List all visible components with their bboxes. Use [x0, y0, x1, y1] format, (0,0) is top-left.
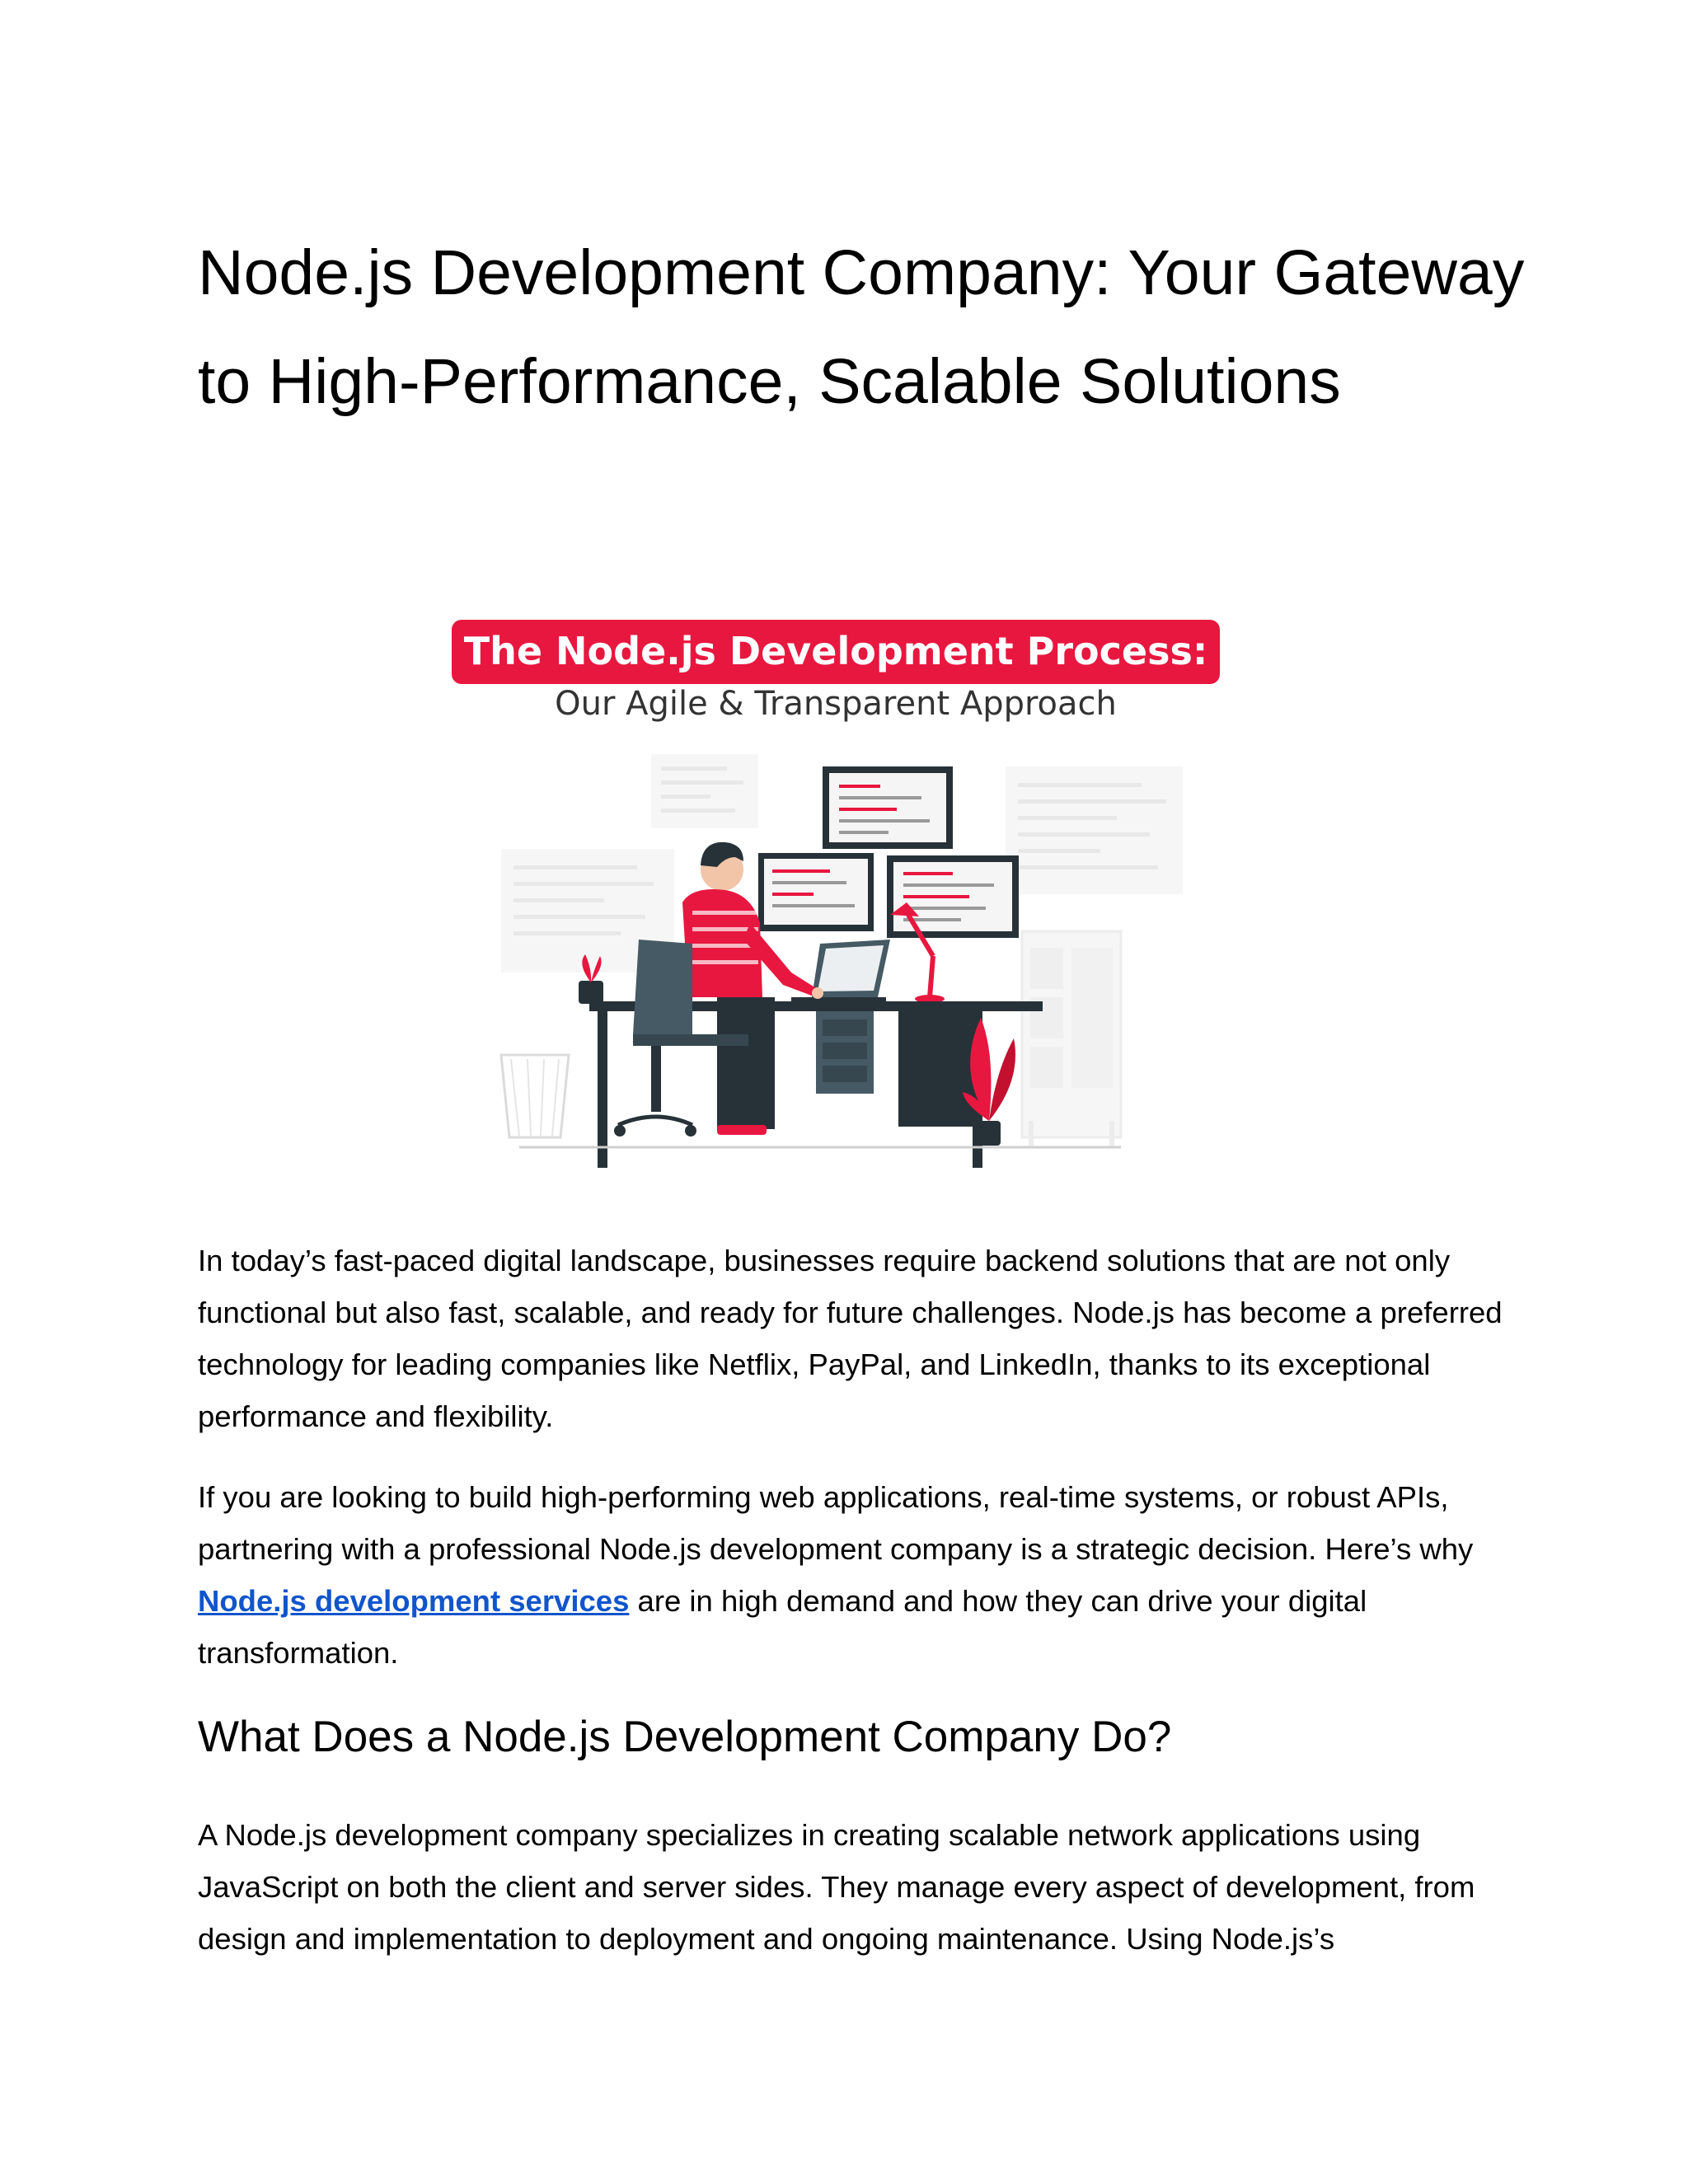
second-paragraph-text-after: are in high demand and how they can drive your digital transformation. — [198, 1584, 1367, 1670]
monitor-right — [887, 855, 1019, 938]
banner-subtitle: Our Agile & Transparent Approach — [555, 685, 1117, 723]
page-title: Node.js Development Company: Your Gateway to High-Performance, Scalable Solutions — [198, 237, 1525, 417]
waste-bin — [501, 1055, 569, 1137]
second-paragraph-text-before: If you are looking to build high-performing web applications, real-time systems, or robust APIs, partnering with a professional Node.js development company is a strategic decision. Here’s why — [198, 1480, 1474, 1566]
second-paragraph — [198, 1471, 1517, 1679]
intro-paragraph: In today’s fast-paced digital landscape, businesses require backend solutions that are not only functional but also fast, scalable, and ready for future challenges. Node.js has become a preferred technology for leading companies like Netflix, PayPal, and LinkedIn, thanks to its exceptional performance and flexibility. — [198, 1244, 1503, 1433]
nodejs-services-link[interactable]: Node.js development services — [198, 1584, 630, 1618]
monitor-left — [758, 853, 874, 931]
banner-title: The Node.js Development Process: — [463, 629, 1208, 673]
monitor-top — [823, 766, 953, 849]
hero-illustration — [445, 610, 1236, 1170]
section-heading: What Does a Node.js Development Company Do? — [198, 1713, 1172, 1761]
third-paragraph: A Node.js development company specializes in creating scalable network applications using JavaScript on both the client and server sides. They manage every aspect of development, from design and implementation to deployment and ongoing maintenance. Using Node.js’s — [198, 1818, 1475, 1956]
